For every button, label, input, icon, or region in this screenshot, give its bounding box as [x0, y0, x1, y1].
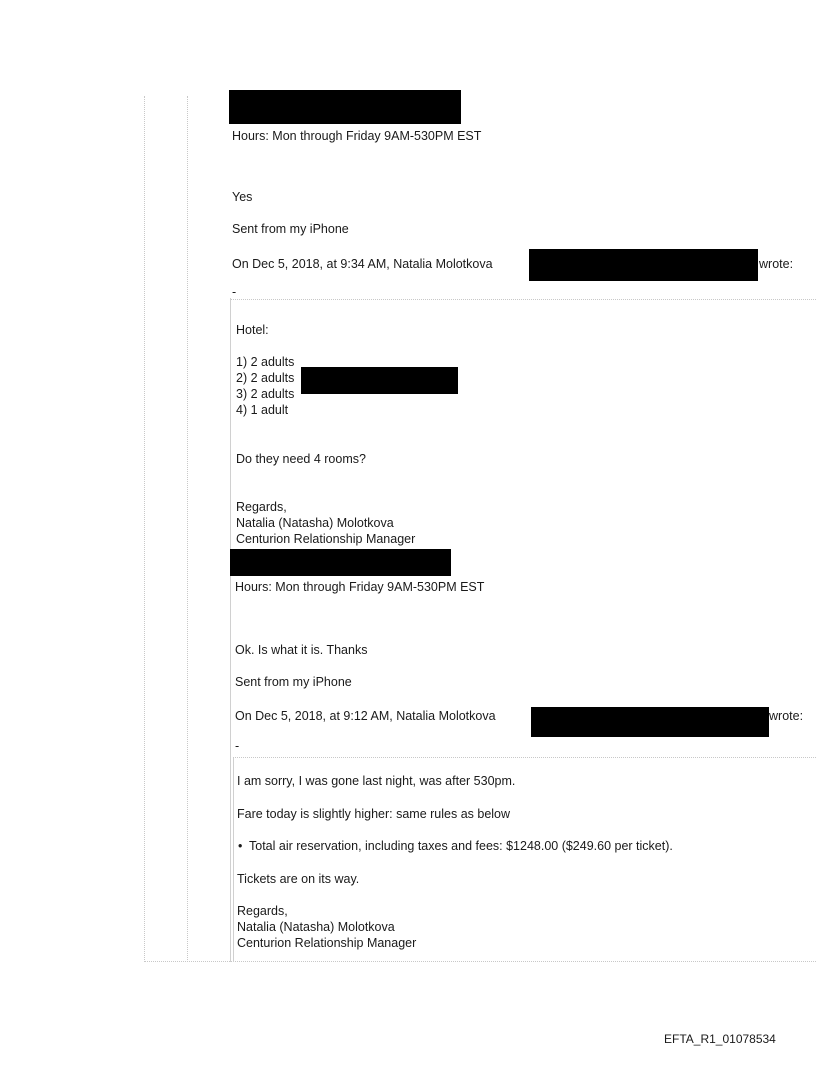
room-line: 4) 1 adult	[236, 403, 289, 417]
regards-text: Regards,	[237, 904, 288, 918]
redaction-block	[531, 707, 769, 737]
message-line: Tickets are on its way.	[237, 872, 360, 886]
wrote-header-suffix: wrote:	[759, 257, 794, 271]
hours-line: Hours: Mon through Friday 9AM-530PM EST	[235, 580, 485, 594]
redaction-block	[529, 249, 758, 281]
inner-left-rule	[187, 96, 188, 962]
document-id: EFTA_R1_01078534	[664, 1032, 776, 1046]
room-line: 3) 2 adults	[236, 387, 295, 401]
signature-name: Natalia (Natasha) Molotkova	[237, 920, 395, 934]
hotel-heading: Hotel:	[236, 323, 269, 337]
room-line: 2) 2 adults	[236, 371, 295, 385]
wrote-header-prefix: On Dec 5, 2018, at 9:34 AM, Natalia Molotkova	[232, 257, 493, 271]
sent-from-line: Sent from my iPhone	[235, 675, 352, 689]
quote-divider-1	[231, 299, 816, 300]
reply-text: Ok. Is what it is. Thanks	[235, 643, 368, 657]
redaction-block	[301, 367, 458, 394]
question-text: Do they need 4 rooms?	[236, 452, 366, 466]
fare-line: Total air reservation, including taxes and fees: $1248.00 ($249.60 per ticket).	[249, 839, 673, 853]
signature-title: Centurion Relationship Manager	[236, 532, 416, 546]
separator-dash: -	[235, 739, 240, 753]
message-line: Fare today is slightly higher: same rules as below	[237, 807, 511, 821]
separator-dash: -	[232, 285, 237, 299]
regards-text: Regards,	[236, 500, 287, 514]
redaction-block	[229, 90, 461, 124]
bottom-rule	[144, 961, 816, 962]
wrote-header-suffix: wrote:	[769, 709, 804, 723]
quote-divider-2	[233, 757, 816, 758]
outer-left-rule	[144, 96, 145, 962]
room-line: 1) 2 adults	[236, 355, 295, 369]
sent-from-line: Sent from my iPhone	[232, 222, 349, 236]
reply-text: Yes	[232, 190, 253, 204]
signature-name: Natalia (Natasha) Molotkova	[236, 516, 394, 530]
quote-bar-2	[233, 758, 234, 962]
message-line: I am sorry, I was gone last night, was after 530pm.	[237, 774, 516, 788]
hours-line: Hours: Mon through Friday 9AM-530PM EST	[232, 129, 482, 143]
bullet-icon: •	[238, 839, 243, 853]
redaction-block	[230, 549, 451, 576]
quote-bar-1	[230, 298, 231, 962]
wrote-header-prefix: On Dec 5, 2018, at 9:12 AM, Natalia Molotkova	[235, 709, 496, 723]
signature-title: Centurion Relationship Manager	[237, 936, 417, 950]
